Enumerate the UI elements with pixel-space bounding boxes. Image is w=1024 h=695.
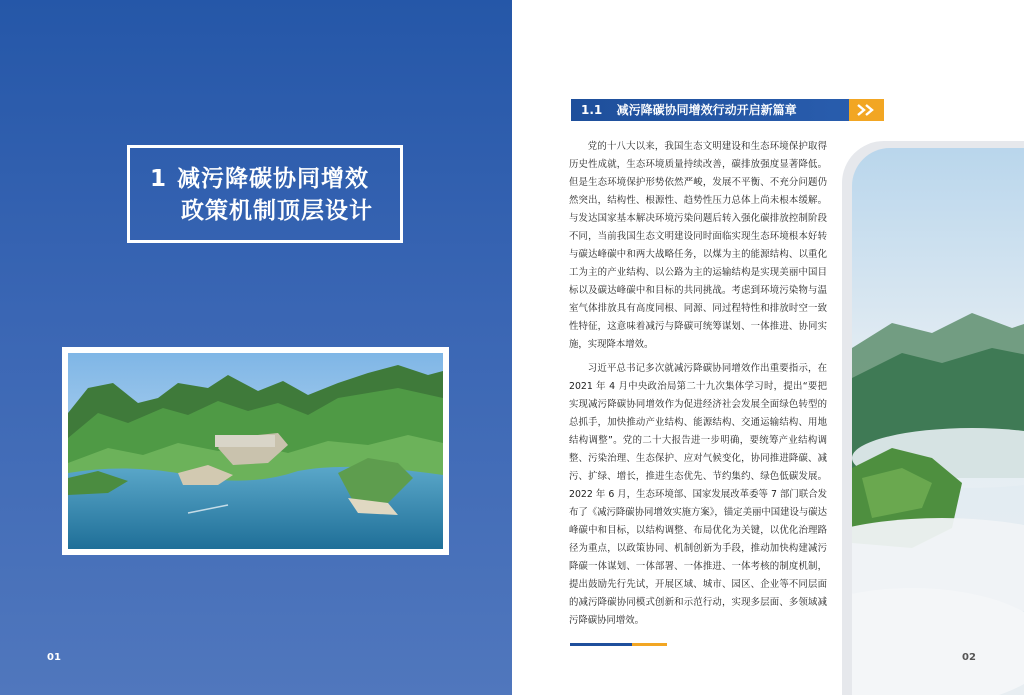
section-heading (571, 99, 881, 121)
body-text (569, 138, 827, 636)
page-number-right: 02 (962, 652, 976, 663)
chapter-title (150, 163, 400, 227)
section-number: 1.1 (581, 103, 603, 117)
reservoir-photo-card (62, 347, 449, 555)
misty-mountain-image (852, 148, 1024, 695)
title-line-2: 政策机制顶层设计 (181, 198, 373, 224)
paragraph-2: 习近平总书记多次就减污降碳协同增效作出重要指示，在 2021 年 4 月中央政治局第二十九次集体学习时，提出“要把实现减污降碳协同增效作为促进经济社会发展全面绿色转型的总抓手，加快推动产业结构、能源结构、交通运输结构、用地结构调整”。党的二十大报告进一步明确，要统筹产业结构调整、污染治理、生态保护、应对气候变化，协同推进降碳、减污、扩绿、增长，推进生态优先、节约集约、绿色低碳发展。2022 年 6 月，生态环境部、国家发展改革委等 7 部门联合发布了《减污降碳协同增效实施方案》，锚定美丽中国建设与碳达峰碳中和目标，以结构调整、布局优化为关键，以优化治理路径为重点，以政策协同、机制创新为手段，推动加快构建减污降碳一体谋划、一体部署、一体推进、一体考核的制度机制，提出鼓励先行先试，开展区域、城市、园区、企业等不同层面的减污降碳协同模式创新和示范行动，实现多层面、多领域减污降碳协同增效。 (569, 363, 827, 626)
title-line-1: 减污降碳协同增效 (177, 166, 370, 192)
chapter-number: 1 (150, 166, 168, 192)
footer-rule-blue (570, 643, 632, 646)
right-page (512, 0, 1024, 695)
page-number-left: 01 (47, 652, 61, 663)
double-chevron-right-icon (849, 99, 884, 121)
paragraph-1: 党的十八大以来，我国生态文明建设和生态环境保护取得历史性成就，生态环境质量持续改善，碳排放强度显著降低。但是生态环境保护形势依然严峻，发展不平衡、不充分问题仍然突出，结构性、根源性、趋势性压力总体上尚未根本缓解。与发达国家基本解决环境污染问题后转入强化碳排放控制阶段不同，当前我国生态文明建设同时面临实现生态环境根本好转与碳达峰碳中和两大战略任务，以煤为主的能源结构、以重化工为主的产业结构、以公路为主的运输结构是实现美丽中国目标以及碳达峰碳中和目标的共同挑战。考虑到环境污染物与温室气体排放具有高度同根、同源、同过程特性和排放时空一致性特征，这意味着减污与降碳可统筹谋划、一体推进、协同实施，实现降本增效。 (569, 141, 827, 350)
reservoir-landscape-image (68, 353, 443, 549)
misty-mountain-photo (852, 148, 1024, 695)
section-title: 减污降碳协同增效行动开启新篇章 (616, 103, 797, 117)
footer-rule-orange (632, 643, 667, 646)
reservoir-photo (68, 353, 443, 549)
